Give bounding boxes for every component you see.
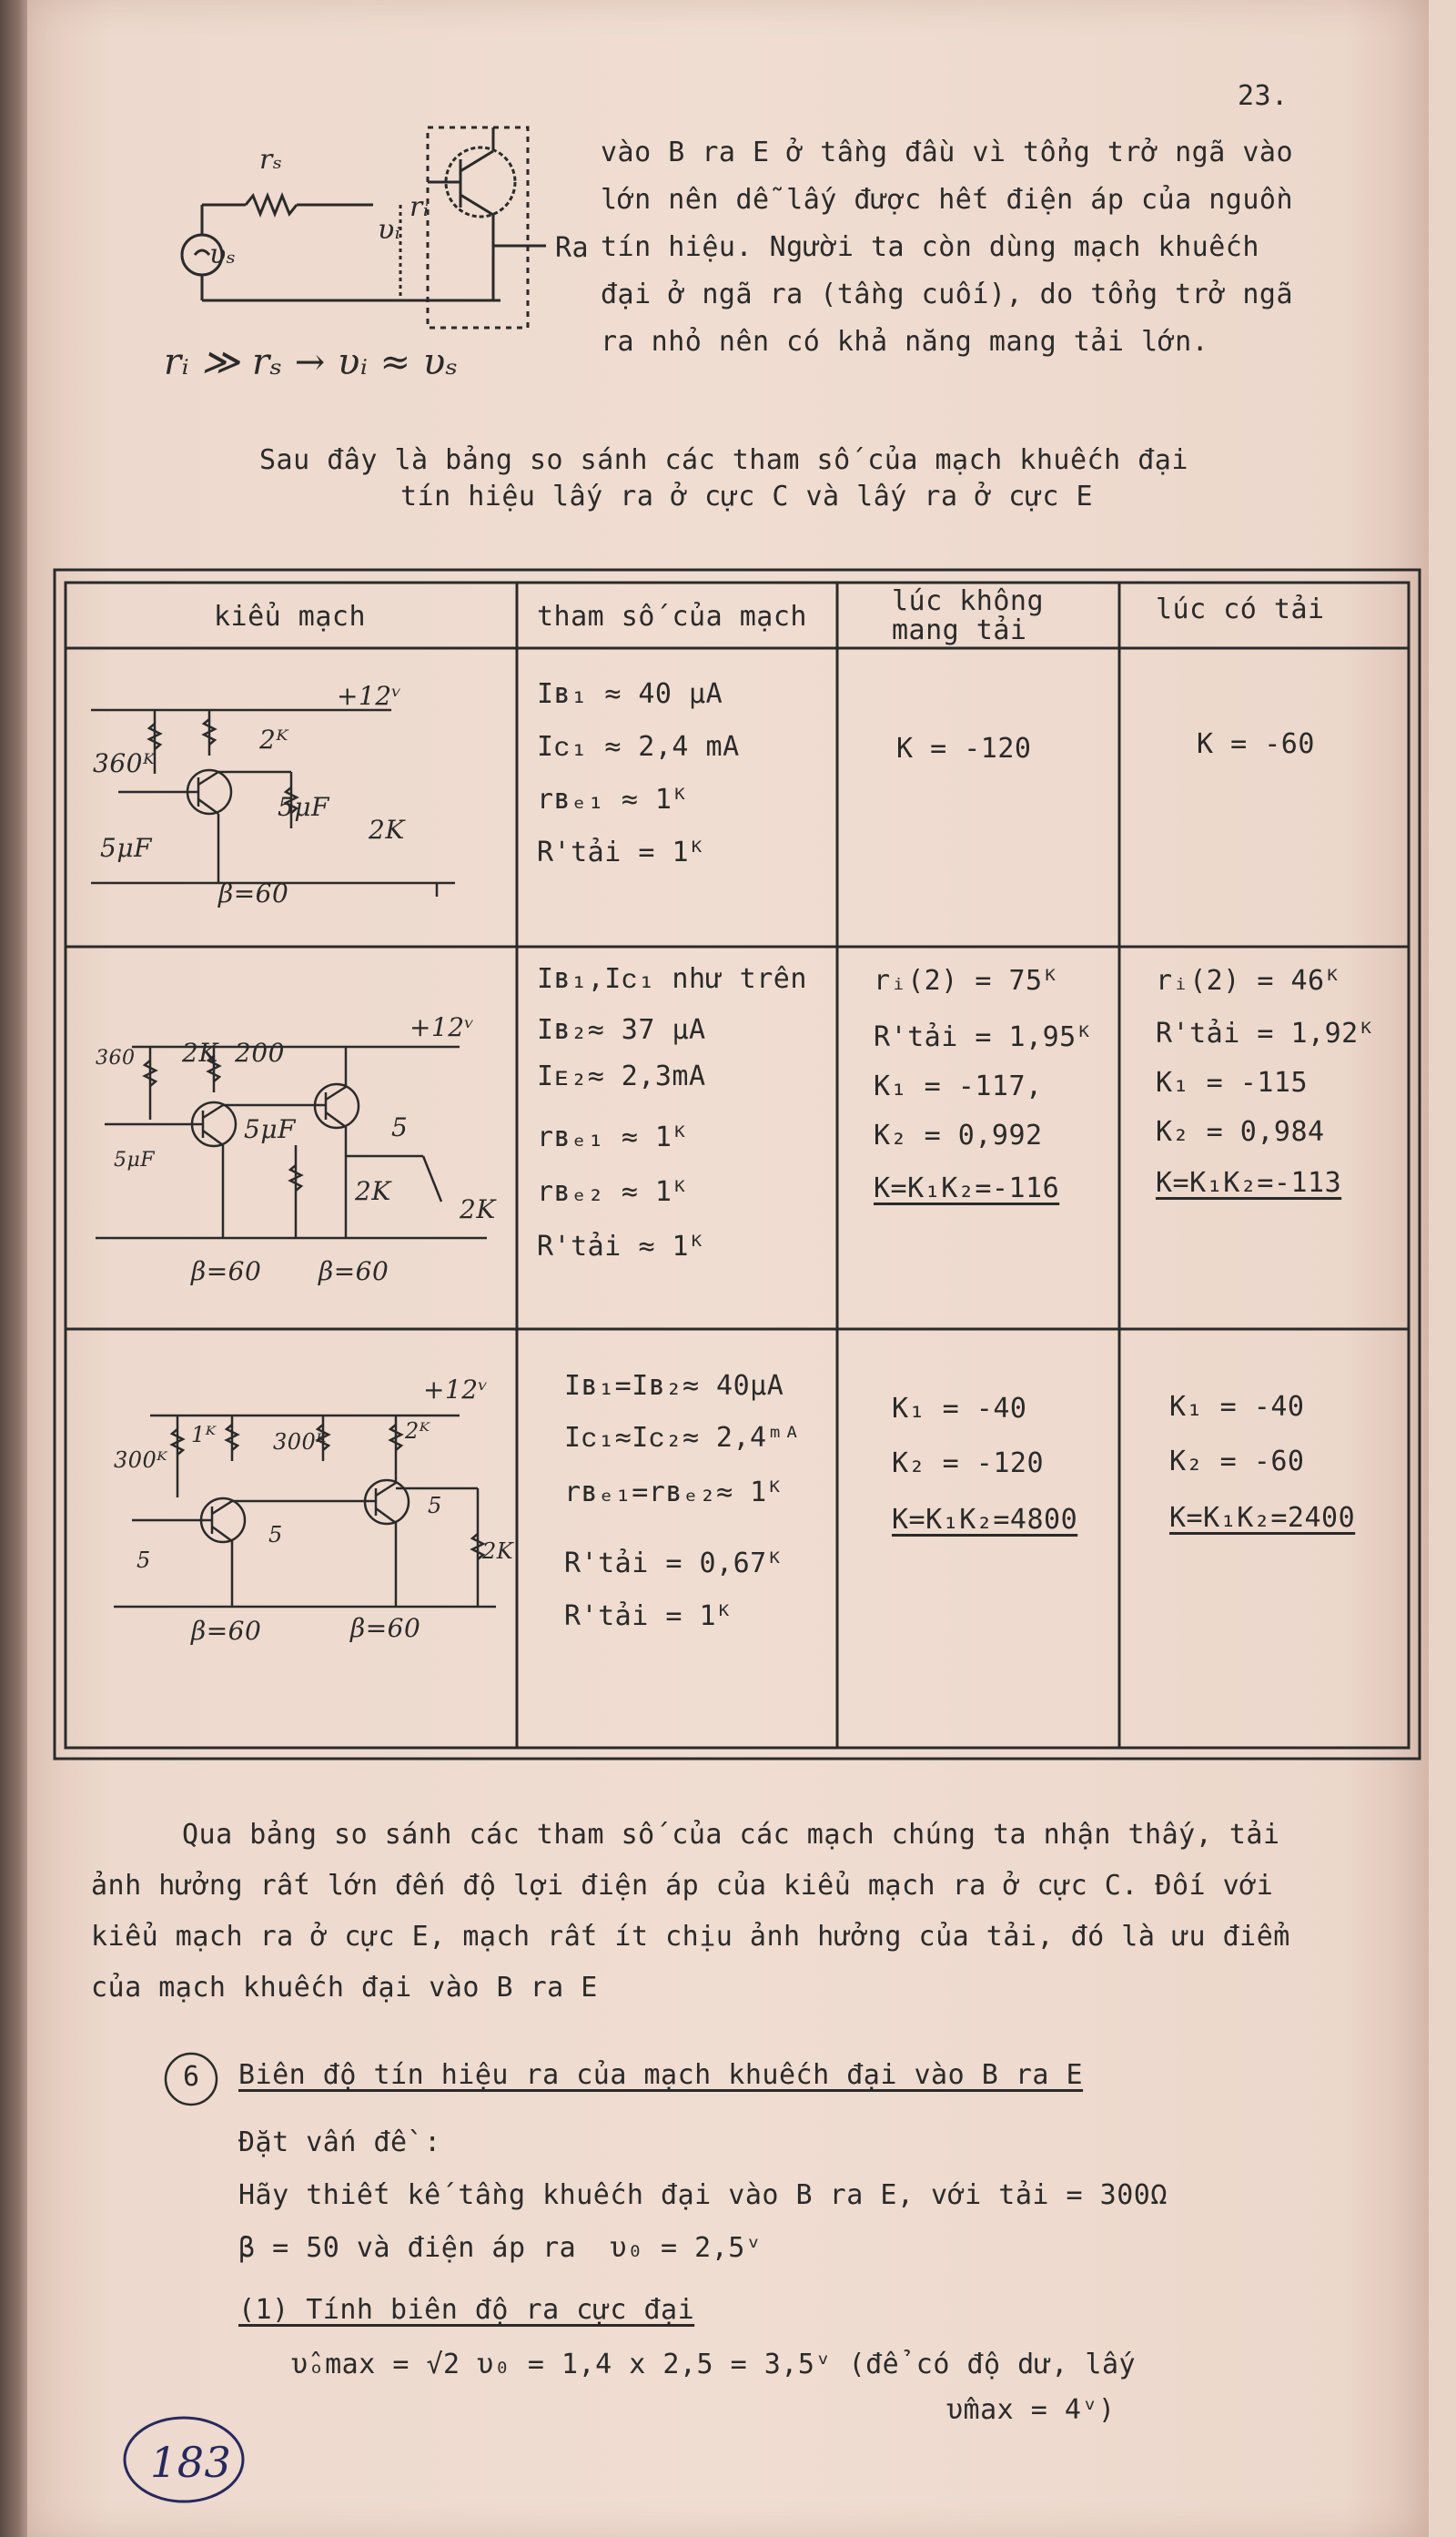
row3-with-load-total: K=K₁K₂=2400 xyxy=(1169,1502,1356,1534)
section-number: 6 xyxy=(183,2061,200,2093)
row2-r200-label: 200 xyxy=(235,1038,285,1068)
intro-line-4: đại ở ngã ra (tầng cuối), do tổng trở ngã xyxy=(601,279,1294,310)
row3-vcc-label: +12ᵛ xyxy=(423,1375,489,1405)
problem-label: Đặt vấn đề : xyxy=(238,2126,441,2158)
intro-line-3: tín hiệu. Người ta còn dùng mạch khuếch xyxy=(601,231,1259,263)
compare-heading-line-1: Sau đây là bảng so sánh các tham số của mạch khuếch đại xyxy=(259,444,1188,476)
row1-param-2: Iᴄ₁ ≈ 2,4 mA xyxy=(537,731,740,763)
row1-param-3: rʙₑ₁ ≈ 1ᴷ xyxy=(537,784,690,816)
row3-with-load-2: K₂ = -60 xyxy=(1169,1446,1305,1477)
row3-cc-label: 5 xyxy=(268,1522,283,1548)
vs-label: υₛ xyxy=(209,238,237,270)
problem-line-2: β = 50 và điện áp ra υ₀ = 2,5ᵛ xyxy=(238,2232,763,2264)
row2-rc-label: 2K xyxy=(182,1038,218,1068)
row2-param-2: Iʙ₂≈ 37 μA xyxy=(537,1014,706,1046)
row1-with-load-k: K = -60 xyxy=(1197,728,1315,760)
row2-c1-label: 5μF xyxy=(244,1114,296,1144)
step1-formula: υ̂ₒmax = √2 υ₀ = 1,4 x 2,5 = 3,5ᵛ (để có độ dư, lấy xyxy=(291,2349,1137,2380)
row3-no-load-2: K₂ = -120 xyxy=(892,1447,1045,1479)
row2-param-3: Iᴇ₂≈ 2,3mA xyxy=(537,1060,706,1092)
document-page xyxy=(27,0,1429,2537)
row2-param-1: Iʙ₁,Iᴄ₁ như trên xyxy=(537,963,807,995)
row3-rb2-label: 300ᴷ xyxy=(273,1429,328,1455)
row2-no-load-3: K₁ = -117, xyxy=(874,1071,1043,1102)
row2-no-load-4: K₂ = 0,992 xyxy=(874,1120,1043,1152)
intro-line-5: ra nhỏ nên có khả năng mang tải lớn. xyxy=(601,326,1209,358)
row2-no-load-1: rᵢ(2) = 75ᴷ xyxy=(874,965,1060,997)
step1-formula-cont: υ̂max = 4ᵛ) xyxy=(946,2394,1116,2426)
row2-no-load-2: R'tải = 1,95ᴷ xyxy=(874,1021,1094,1053)
row2-c2-label: 5 xyxy=(391,1112,409,1142)
row2-re-label: 2K xyxy=(355,1176,391,1206)
book-binding xyxy=(0,0,31,2537)
conclusion-line-3: kiểu mạch ra ở cực E, mạch rất ít chịu ảnh hưởng của tải, đó là ưu điểm xyxy=(91,1921,1290,1953)
row2-rl-label: 2K xyxy=(460,1194,496,1224)
row2-beta2-label: β=60 xyxy=(318,1256,389,1286)
step1-label: (1) Tính biên độ ra cực đại xyxy=(238,2294,695,2326)
row2-with-load-3: K₁ = -115 xyxy=(1156,1067,1309,1099)
row3-with-load-1: K₁ = -40 xyxy=(1169,1391,1305,1423)
row2-no-load-total: K=K₁K₂=-116 xyxy=(874,1172,1060,1204)
header-parameters: tham số của mạch xyxy=(537,601,807,633)
row3-no-load-1: K₁ = -40 xyxy=(892,1393,1027,1425)
row1-cout-label: 5μF xyxy=(278,792,329,822)
row2-circuit-diagram xyxy=(96,1020,496,1256)
conclusion-line-4: của mạch khuếch đại vào B ra E xyxy=(91,1972,598,2004)
row2-rb-label: 360 xyxy=(96,1047,136,1070)
row1-rc-label: 2ᴷ xyxy=(259,725,288,755)
vi-label: υᵢ xyxy=(378,214,401,246)
row3-cin-label: 5 xyxy=(136,1548,151,1573)
page-stamp: 183 xyxy=(150,2438,232,2487)
row3-param-5: R'tải = 1ᴷ xyxy=(564,1600,733,1632)
row3-no-load-total: K=K₁K₂=4800 xyxy=(892,1504,1078,1536)
rs-label: rₛ xyxy=(259,144,283,176)
row3-param-3: rʙₑ₁=rʙₑ₂≈ 1ᴷ xyxy=(564,1477,784,1508)
row2-beta1-label: β=60 xyxy=(191,1256,262,1286)
row3-beta1-label: β=60 xyxy=(191,1616,262,1646)
compare-heading-line-2: tín hiệu lấy ra ở cực C và lấy ra ở cực E xyxy=(400,481,1094,512)
row1-cin-label: 5μF xyxy=(100,833,152,863)
header-with-load: lúc có tải xyxy=(1156,594,1325,625)
row2-with-load-2: R'tải = 1,92ᴷ xyxy=(1156,1018,1376,1050)
ri-label: rᵢ xyxy=(410,191,430,223)
row3-rb1-label: 300ᴷ xyxy=(114,1447,168,1473)
input-relation: rᵢ ≫ rₛ → υᵢ ≈ υₛ xyxy=(164,341,459,383)
row3-rl-label: 2K xyxy=(482,1538,514,1564)
row2-with-load-4: K₂ = 0,984 xyxy=(1156,1116,1325,1148)
row1-rl-label: 2K xyxy=(369,815,405,845)
row3-param-2: Iᴄ₁≈Iᴄ₂≈ 2,4ᵐᴬ xyxy=(564,1422,801,1454)
row1-param-1: Iʙ₁ ≈ 40 μA xyxy=(537,678,723,710)
row2-with-load-total: K=K₁K₂=-113 xyxy=(1156,1167,1342,1199)
ra-label: Ra xyxy=(555,232,590,264)
row1-vcc-label: +12ᵛ xyxy=(337,681,402,711)
row2-cin-label: 5μF xyxy=(114,1149,156,1172)
row1-beta-label: β=60 xyxy=(218,878,289,908)
problem-line-1: Hãy thiết kế tầng khuếch đại vào B ra E, với tải = 300Ω xyxy=(238,2179,1168,2211)
input-circuit-diagram xyxy=(155,118,573,355)
row2-param-5: rʙₑ₂ ≈ 1ᴷ xyxy=(537,1176,690,1208)
row1-no-load-k: K = -120 xyxy=(896,733,1032,765)
header-circuit-type: kiểu mạch xyxy=(214,601,367,633)
row3-rc2-label: 2ᴷ xyxy=(405,1418,430,1444)
section-title: Biên độ tín hiệu ra của mạch khuếch đại vào B ra E xyxy=(238,2059,1084,2091)
row2-param-6: R'tải ≈ 1ᴷ xyxy=(537,1231,706,1263)
row3-beta2-label: β=60 xyxy=(350,1613,421,1643)
row2-param-4: rʙₑ₁ ≈ 1ᴷ xyxy=(537,1121,690,1153)
row1-rb-label: 360ᴷ xyxy=(93,748,156,778)
row1-param-4: R'tải = 1ᴷ xyxy=(537,837,706,868)
intro-line-2: lớn nên dễ lấy được hết điện áp của nguồn xyxy=(601,184,1294,216)
header-no-load: lúc không mang tải xyxy=(892,585,1045,646)
row2-with-load-1: rᵢ(2) = 46ᴷ xyxy=(1156,965,1342,997)
row3-param-1: Iʙ₁=Iʙ₂≈ 40μA xyxy=(564,1370,784,1402)
row2-vcc-label: +12ᵛ xyxy=(410,1012,475,1042)
row1-circuit-diagram xyxy=(91,674,491,901)
row3-cout-label: 5 xyxy=(428,1493,442,1518)
row3-param-4: R'tải = 0,67ᴷ xyxy=(564,1548,784,1579)
page-number: 23. xyxy=(1238,80,1289,112)
conclusion-line-2: ảnh hưởng rất lớn đến độ lợi điện áp của kiểu mạch ra ở cực C. Đối với xyxy=(91,1870,1274,1902)
intro-line-1: vào B ra E ở tầng đầu vì tổng trở ngã vào xyxy=(601,137,1294,168)
row3-rc1-label: 1ᴷ xyxy=(191,1422,217,1447)
conclusion-line-1: Qua bảng so sánh các tham số của các mạch chúng ta nhận thấy, tải xyxy=(182,1819,1280,1851)
